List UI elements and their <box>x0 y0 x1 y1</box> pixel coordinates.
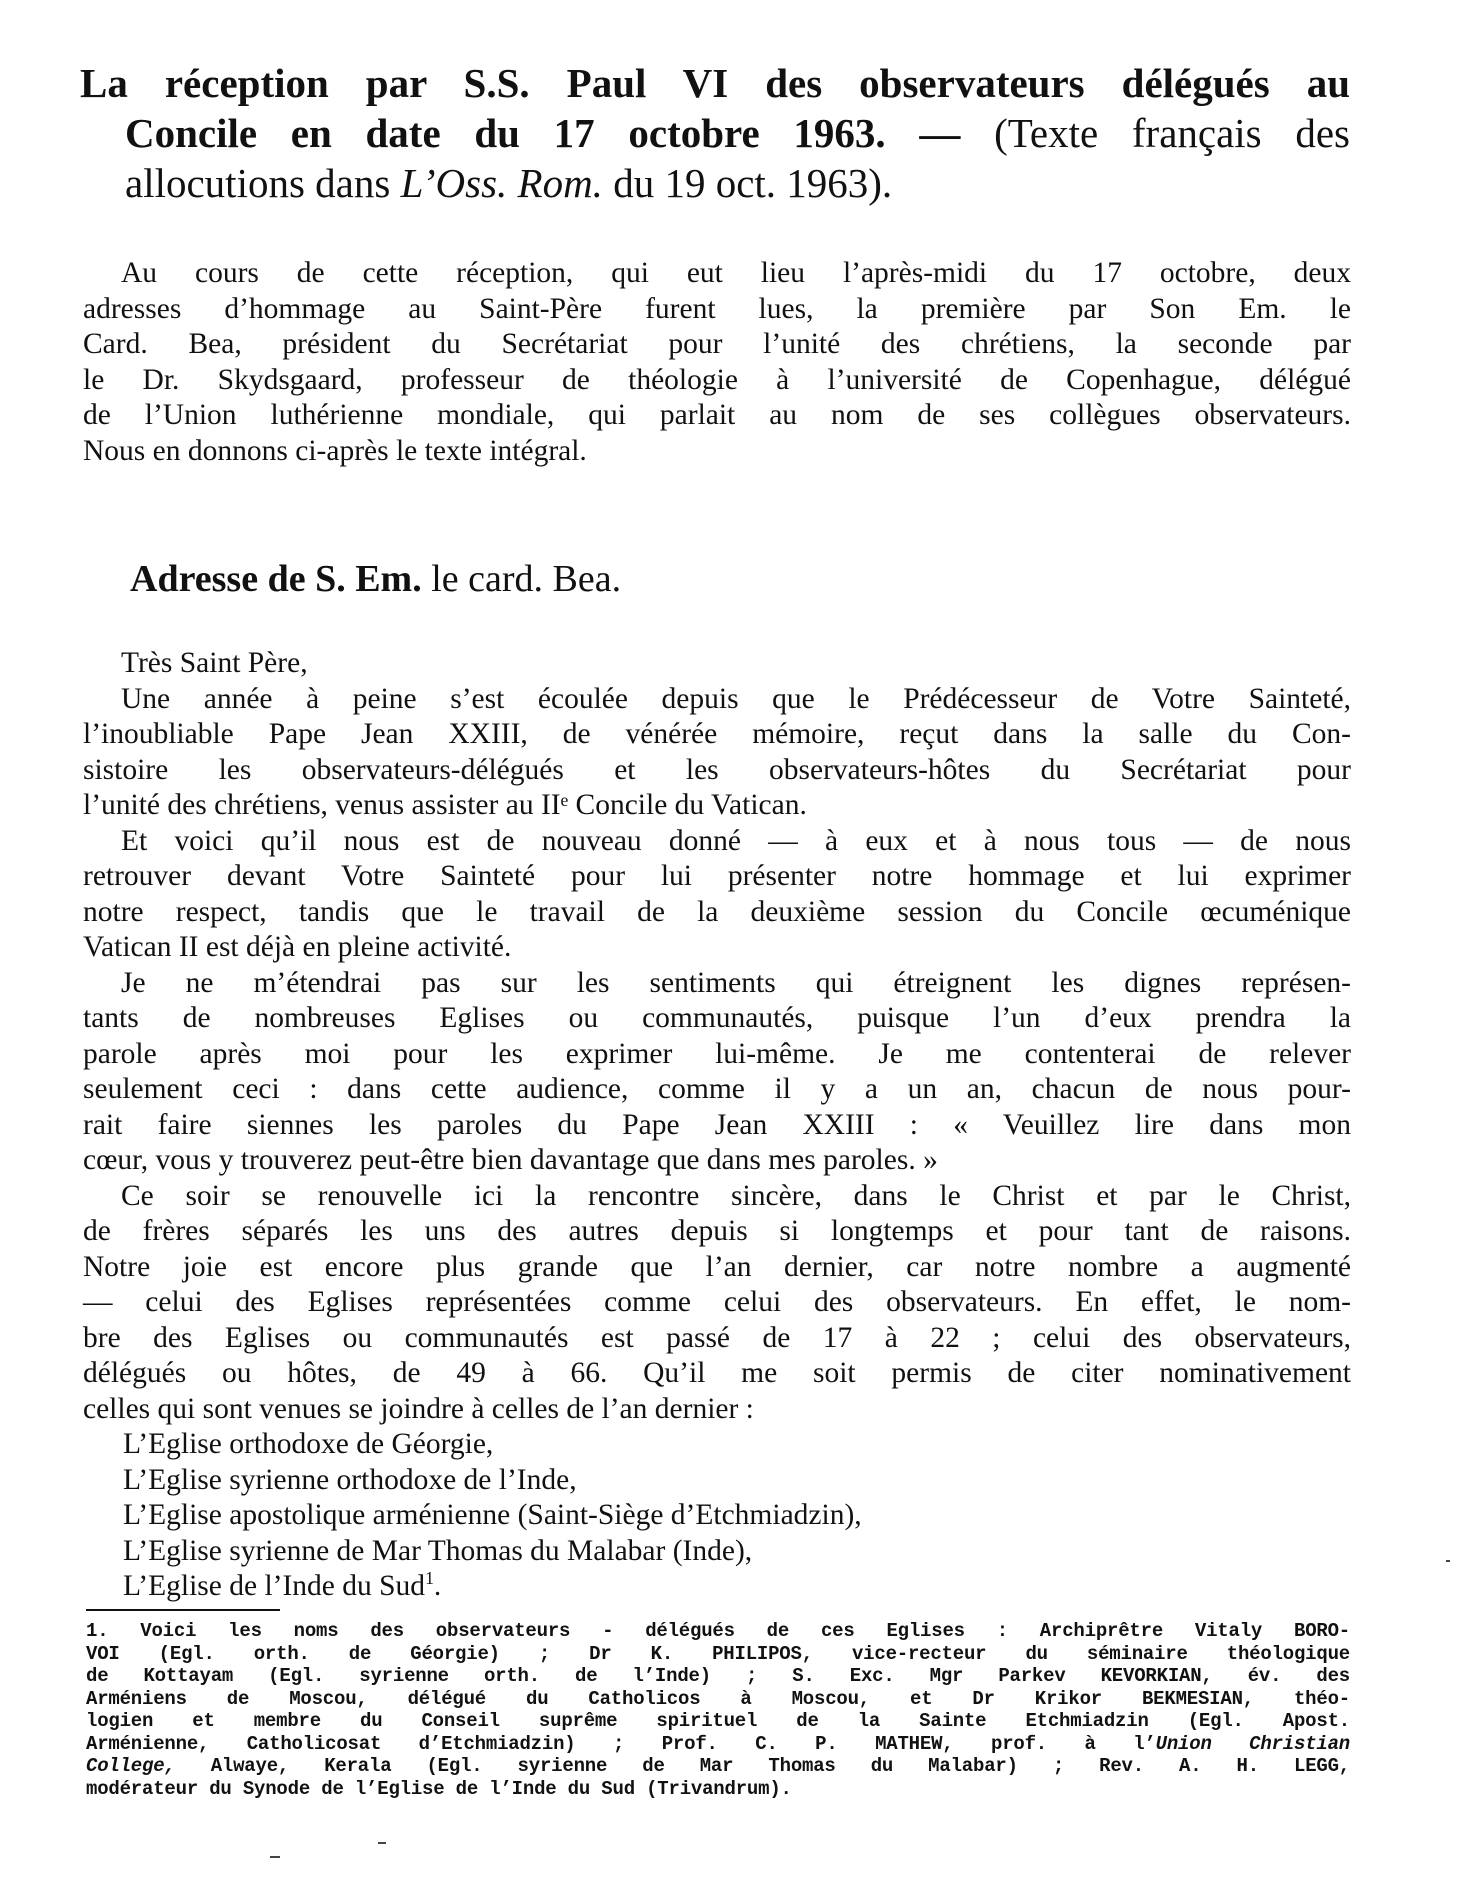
body-line: parole après moi pour les exprimer lui-même. Je me contenterai de relever <box>83 1037 1351 1070</box>
footnote-line: Arménienne, Catholicosat d’Etchmiadzin) ; Prof. C. P. MATHEW, prof. à l’Union Christian <box>86 1732 1350 1755</box>
church-list-item: L’Eglise orthodoxe de Géorgie, <box>123 1428 494 1460</box>
church-list-item: L’Eglise syrienne de Mar Thomas du Malabar (Inde), <box>123 1534 753 1567</box>
body-line: — celui des Eglises représentées comme celui des observateurs. En effet, le nom- <box>83 1286 1351 1318</box>
intro-line: le Dr. Skydsgaard, professeur de théologie à l’université de Copenhague, délégué <box>83 363 1351 396</box>
body-line: l’unité des chrétiens, venus assister au IIᵉ Concile du Vatican. <box>83 789 807 821</box>
intro-line: de l’Union luthérienne mondiale, qui parlait au nom de ses collègues observateurs. <box>83 399 1351 431</box>
title-line-3: allocutions dans L’Oss. Rom. du 19 oct. 1963). <box>125 160 893 206</box>
body-line: délégués ou hôtes, de 49 à 66. Qu’il me soit permis de citer nominativement <box>83 1357 1351 1389</box>
intro-line: adresses d’hommage au Saint-Père furent lues, la première par Son Em. le <box>83 292 1351 325</box>
body-line: Et voici qu’il nous est de nouveau donné — à eux et à nous tous — de nous <box>121 824 1351 857</box>
body-line: tants de nombreuses Eglises ou communautés, puisque l’un d’eux prendra la <box>83 1002 1351 1034</box>
footnote-line: 1. Voici les noms des observateurs - délégués de ces Eglises : Archiprêtre Vitaly BORO- <box>86 1620 1350 1642</box>
body-line: Je ne m’étendrai pas sur les sentiments qui étreignent les dignes représen- <box>121 966 1351 999</box>
body-line: Vatican II est déjà en pleine activité. <box>83 931 512 963</box>
footnote-line: de Kottayam (Egl. syrienne orth. de l’Inde) ; S. Exc. Mgr Parkev KEVORKIAN, év. des <box>86 1665 1350 1687</box>
body-line: notre respect, tandis que le travail de la deuxième session du Concile œcuménique <box>83 895 1351 928</box>
address-body <box>83 646 1351 1605</box>
church-list-item: L’Eglise apostolique arménienne (Saint-Siège d’Etchmiadzin), <box>123 1499 862 1531</box>
section-heading: Adresse de S. Em. le card. Bea. <box>130 558 622 600</box>
scan-mark <box>1446 1560 1450 1562</box>
body-line: Ce soir se renouvelle ici la rencontre sincère, dans le Christ et par le Christ, <box>121 1179 1351 1212</box>
footnote-marker: 1 <box>425 1568 434 1589</box>
body-line: de frères séparés les uns des autres depuis si longtemps et pour tant de raisons. <box>83 1215 1351 1247</box>
footnote-line: College, Alwaye, Kerala (Egl. syrienne de Mar Thomas du Malabar) ; Rev. A. H. LEGG, <box>86 1755 1350 1777</box>
intro-line: Nous en donnons ci-après le texte intégral. <box>83 434 587 467</box>
body-line: cœur, vous y trouverez peut-être bien davantage que dans mes paroles. » <box>83 1144 938 1176</box>
scan-mark <box>378 1842 386 1844</box>
body-line: sistoire les observateurs-délégués et les observateurs-hôtes du Secrétariat pour <box>83 753 1351 786</box>
footnote-line: logien et membre du Conseil suprême spirituel de la Sainte Etchmiadzin (Egl. Apost. <box>86 1710 1350 1732</box>
footnote-line: VOI (Egl. orth. de Géorgie) ; Dr K. PHILIPOS, vice-recteur du séminaire théologique <box>86 1642 1350 1665</box>
intro-line: Au cours de cette réception, qui eut lieu l’après-midi du 17 octobre, deux <box>121 257 1351 289</box>
body-line: retrouver devant Votre Sainteté pour lui présenter notre hommage et lui exprimer <box>83 860 1351 892</box>
title-line-2: Concile en date du 17 octobre 1963. — (Texte français des <box>125 110 1350 156</box>
salutation: Très Saint Père, <box>121 647 308 679</box>
body-line: bre des Eglises ou communautés est passé de 17 à 22 ; celui des observateurs, <box>83 1321 1351 1354</box>
intro-paragraph <box>83 256 1351 469</box>
body-line: Notre joie est encore plus grande que l’an dernier, car notre nombre a augmenté <box>83 1250 1351 1283</box>
article-title <box>80 58 1350 208</box>
scan-mark <box>270 1856 280 1858</box>
body-line: l’inoubliable Pape Jean XXIII, de vénérée mémoire, reçut dans la salle du Con- <box>83 718 1351 750</box>
body-line: celles qui sont venues se joindre à celles de l’an dernier : <box>83 1392 754 1425</box>
footnote-divider <box>86 1609 280 1611</box>
body-line: seulement ceci : dans cette audience, comme il y a un an, chacun de nous pour- <box>83 1073 1351 1105</box>
title-line-1: La réception par S.S. Paul VI des observateurs délégués au <box>80 60 1350 106</box>
church-list-item: L’Eglise syrienne orthodoxe de l’Inde, <box>123 1463 577 1496</box>
footnote-line: modérateur du Synode de l’Eglise de l’Inde du Sud (Trivandrum). <box>86 1777 792 1800</box>
body-line: rait faire siennes les paroles du Pape Jean XXIII : « Veuillez lire dans mon <box>83 1108 1351 1141</box>
intro-line: Card. Bea, président du Secrétariat pour l’unité des chrétiens, la seconde par <box>83 328 1351 360</box>
footnote-line: Arméniens de Moscou, délégué du Catholicos à Moscou, et Dr Krikor BEKMESIAN, théo- <box>86 1687 1350 1710</box>
body-line: Une année à peine s’est écoulée depuis que le Prédécesseur de Votre Sainteté, <box>121 682 1351 715</box>
church-list-item: L’Eglise de l’Inde du Sud$^1$. <box>123 1568 442 1602</box>
footnote <box>86 1620 1350 1800</box>
